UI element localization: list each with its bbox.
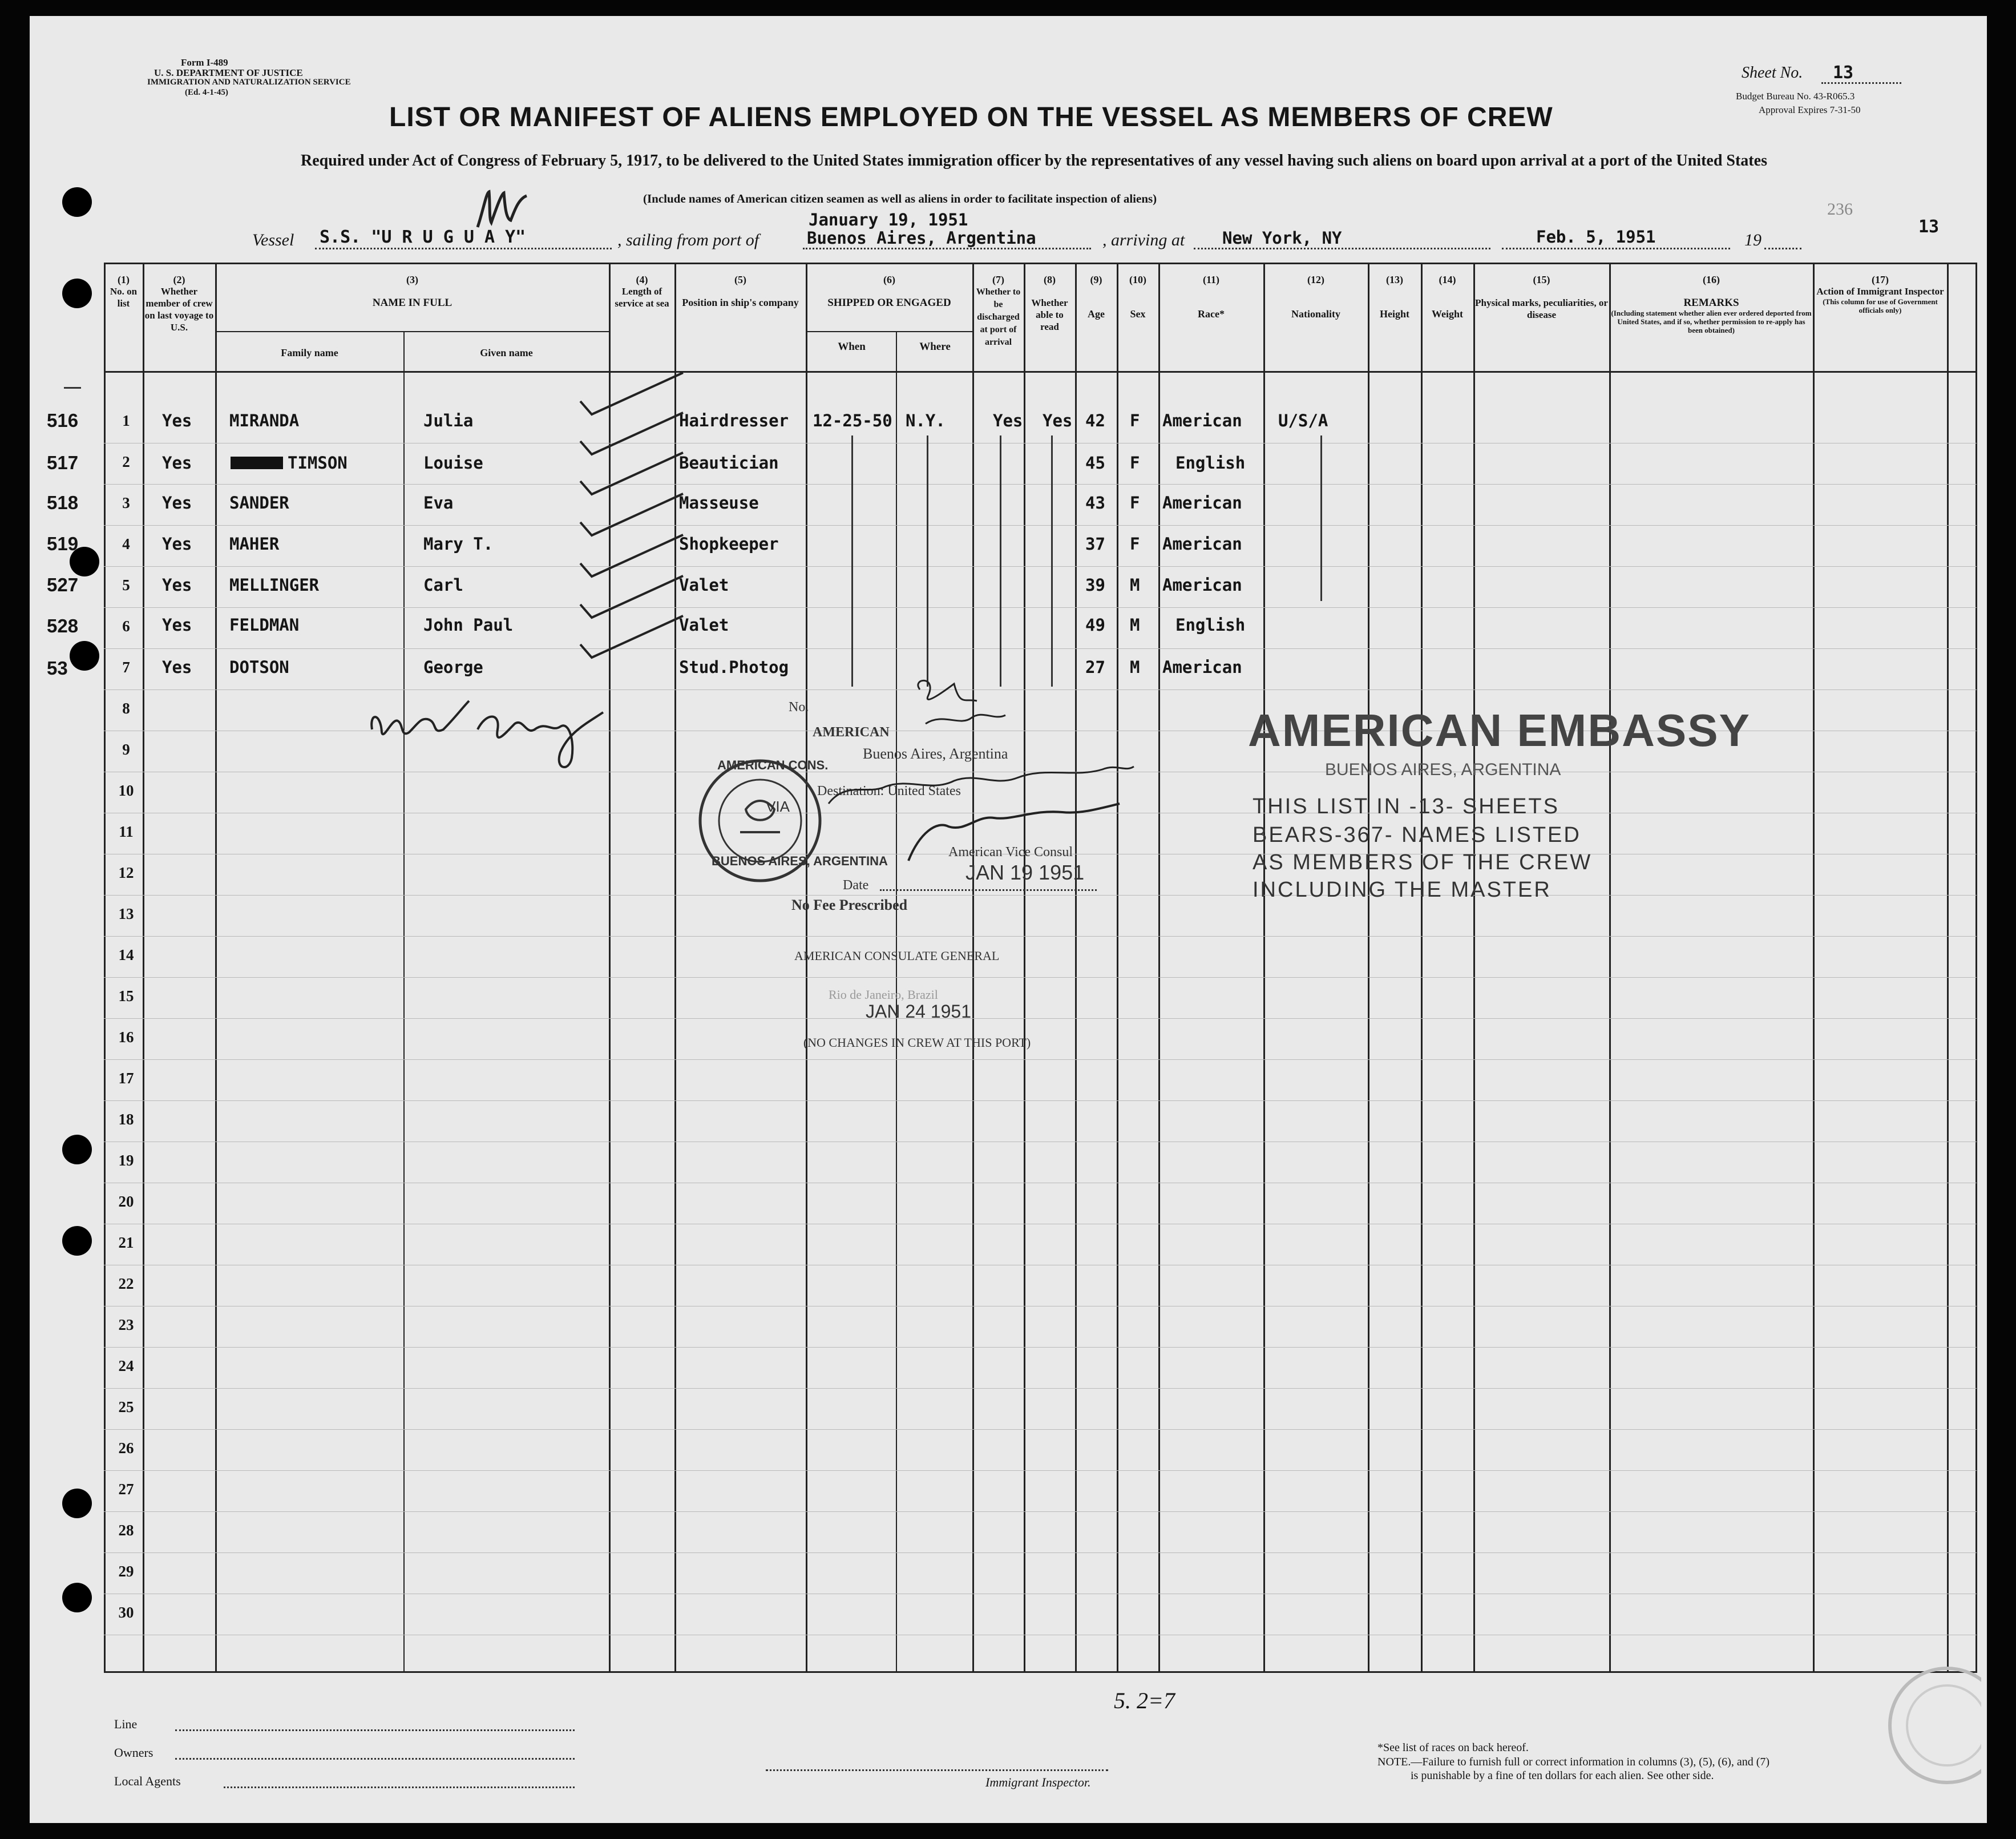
line-number: 21 [118,1234,134,1251]
sex: F [1130,453,1140,473]
position: Stud.Photog [679,658,789,677]
line-number: 2 [122,453,130,470]
margin-ref: 519 [47,533,79,554]
line-number: 5 [122,576,130,594]
previous-voyage: Yes [162,453,192,473]
punch-hole [62,187,92,217]
include-note: (Include names of American citizen seamen as well as aliens in order to facilitate inspection of aliens) [643,192,1157,205]
penalty-note: NOTE.—Failure to furnish full or correct information in columns (3), (5), (6), and (7) [1377,1756,1770,1768]
sex: F [1130,493,1140,513]
given-name: Louise [423,453,483,473]
margin-ref: 517 [47,452,79,473]
embassy-line-2: BEARS-367- NAMES LISTED [1253,823,1581,847]
line-number: 27 [118,1481,134,1498]
line-number: 7 [122,659,130,676]
col-able-to-read: (8) Whether able to read [1031,274,1068,332]
stamp-no: No. [789,700,809,715]
margin-ref: 527 [47,574,79,595]
family-name: MELLINGER [229,575,320,595]
sheet-label: Sheet No. [1742,64,1803,82]
consul-signature [806,672,1205,872]
line-number: 4 [122,535,130,552]
consulate-general-note: (NO CHANGES IN CREW AT THIS PORT) [803,1035,1031,1050]
stamp-vice-consul: American Vice Consul [948,845,1073,860]
line-number: 15 [118,987,134,1005]
age: 27 [1085,658,1105,677]
age: 37 [1085,534,1105,554]
arrival-date: Feb. 5, 1951 [1536,227,1656,247]
vessel-name: S.S. "U R U G U A Y" [320,227,526,247]
sex: F [1130,411,1140,430]
embassy-line-1: THIS LIST IN -13- SHEETS [1253,795,1560,818]
redaction-block [231,457,283,469]
col-nationality: (12) Nationality [1291,274,1340,320]
inspector-signature [363,678,626,781]
races-note: *See list of races on back hereof. [1377,1741,1529,1754]
previous-voyage: Yes [162,575,192,595]
line-number: 29 [118,1563,134,1580]
punch-hole [70,641,99,671]
line-number: 18 [118,1111,134,1128]
race: American [1162,658,1242,677]
col-shipped-engaged: (6) SHIPPED OR ENGAGED [827,274,951,309]
given-name: George [423,658,483,677]
col-weight: (14) Weight [1431,274,1463,320]
penalty-note-2: is punishable by a fine of ten dollars for each alien. See other side. [1411,1769,1714,1782]
col-race: (11) Race* [1198,274,1225,320]
family-name: MAHER [229,534,280,554]
consulate-general-city: Rio de Janeiro, Brazil [829,987,938,1002]
age: 39 [1085,575,1105,595]
line-number: 30 [118,1604,134,1621]
form-date: (Ed. 4-1-45) [185,88,228,97]
approval-expires: Approval Expires 7-31-50 [1759,104,1861,115]
line-number: 3 [122,494,130,511]
footer-agents-label: Local Agents [114,1774,181,1788]
handwritten-total: 5. 2=7 [1114,1688,1175,1713]
family-name: FELDMAN [229,615,300,635]
position: Valet [679,615,729,635]
sheet-number: 13 [1833,63,1854,83]
given-name: Carl [423,575,463,595]
given-name: Eva [423,493,454,513]
previous-voyage: Yes [162,658,192,677]
given-name: Mary T. [423,534,494,554]
sex: F [1130,534,1140,554]
race: American [1162,411,1242,430]
embassy-line-4: INCLUDING THE MASTER [1253,878,1552,902]
race: English [1175,615,1246,635]
check-mark-icon [575,613,689,664]
col-where: Where [919,341,951,353]
immigrant-inspector-label: Immigrant Inspector. [985,1775,1091,1789]
corner-sheet-number: 13 [1918,217,1940,237]
punch-hole [62,1226,92,1256]
line-number: 11 [119,823,134,840]
given-name: John Paul [423,615,514,635]
punch-hole [62,1489,92,1518]
faint-stamp [1873,1660,1981,1791]
page-title: LIST OR MANIFEST OF ALIENS EMPLOYED ON THE VESSEL AS MEMBERS OF CREW [389,102,1553,132]
col-previous-voyage: (2) Whether member of crew on last voyage to U.S. [144,274,214,333]
vessel-label: Vessel [252,231,294,249]
line-number: 16 [118,1029,134,1046]
line-number: 26 [118,1439,134,1457]
col-remarks: (16) REMARKS (Including statement whether alien ever ordered deported from United States, and if so, whether permission to re-apply has been obtained) [1611,274,1812,334]
line-number: 25 [118,1398,134,1415]
col-when: When [838,341,866,353]
line-number: 14 [118,946,134,963]
race: English [1175,453,1246,473]
seal-text-top: AMERICAN CONS. [717,758,829,772]
department: U. S. DEPARTMENT OF JUSTICE [154,67,303,78]
sailing-label: , sailing from port of [617,231,759,249]
stamp-date-1: JAN 19 1951 [965,861,1085,884]
position: Hairdresser [679,411,789,430]
col-sex: (10) Sex [1129,274,1146,320]
margin-ref: 528 [47,615,79,636]
age: 43 [1085,493,1105,513]
line-number: 9 [122,741,130,758]
sailing-date: January 19, 1951 [809,210,968,229]
punch-hole [62,279,92,308]
punch-hole [62,1583,92,1612]
embassy-title: AMERICAN EMBASSY [1248,705,1751,756]
race: American [1162,493,1242,513]
line-number: 6 [122,618,130,635]
handwritten-initials [472,187,535,233]
stamped-number: 236 [1827,200,1853,219]
line-number: 28 [118,1522,134,1539]
line-number: 10 [118,782,134,799]
col-age: (9) Age [1088,274,1105,320]
sex: M [1130,658,1140,677]
line-number: 22 [118,1275,134,1292]
position: Beautician [679,453,779,473]
col-height: (13) Height [1380,274,1409,320]
stamp-city: Buenos Aires, Argentina [863,745,1008,762]
col-family-name: Family name [281,347,338,358]
age: 45 [1085,453,1105,473]
family-name: SANDER [229,493,289,513]
punch-hole [62,1135,92,1164]
consulate-general: AMERICAN CONSULATE GENERAL [794,949,1000,963]
stamp-american: AMERICAN [813,725,890,740]
position: Valet [679,575,729,595]
position: Masseuse [679,493,759,513]
position: Shopkeeper [679,534,779,554]
shipped-where: N.Y. [906,411,946,430]
line-number: 23 [118,1316,134,1333]
col-name-in-full: (3) NAME IN FULL [372,274,453,309]
line-number: 1 [122,412,130,429]
stamp-date-label: Date [843,878,869,893]
line-number: 24 [118,1357,134,1374]
form-number: Form I-489 [181,57,228,68]
previous-voyage: Yes [162,411,192,430]
line-number: 19 [118,1152,134,1169]
nationality: U/S/A [1278,411,1328,430]
stamp-destination: Destination: United States [817,784,961,798]
family-name: DOTSON [229,658,289,677]
margin-ref: 518 [47,492,79,513]
previous-voyage: Yes [162,615,192,635]
race: American [1162,534,1242,554]
line-number: 12 [118,864,134,881]
family-name: TIMSON [288,453,348,473]
previous-voyage: Yes [162,493,192,513]
embassy-city: BUENOS AIRES, ARGENTINA [1325,760,1561,779]
stamp-no-fee: No Fee Prescribed [791,897,908,913]
margin-ref: 53 [47,658,68,679]
seal-text-via: VIA [766,798,790,815]
col-physical-marks: (15) Physical marks, peculiarities, or disease [1475,274,1608,320]
race: American [1162,575,1242,595]
line-number: 20 [118,1193,134,1210]
family-name: MIRANDA [229,411,300,430]
budget-bureau: Budget Bureau No. 43-R065.3 [1736,91,1855,102]
requirement-text: Required under Act of Congress of February 5, 1917, to be delivered to the United States immigration officer by the representatives of any vessel having such aliens on board upon arrival at a port of the United States [301,152,1767,170]
sex: M [1130,615,1140,635]
col-given-name: Given name [480,347,533,358]
discharged: Yes [993,411,1023,430]
line-number: 8 [122,700,130,717]
margin-ref: 516 [47,410,79,431]
manifest-page [30,16,1987,1823]
line-number: 13 [118,905,134,922]
col-number: (1) No. on list [110,274,138,309]
year-prefix: 19 [1744,231,1762,249]
service: IMMIGRATION AND NATURALIZATION SERVICE [147,78,351,87]
consulate-general-date: JAN 24 1951 [866,1001,972,1022]
seal-text-bottom: BUENOS AIRES, ARGENTINA [712,854,888,868]
given-name: Julia [423,411,474,430]
age: 42 [1085,411,1105,430]
col-discharged: (7) Whether to be discharged at port of arrival [976,274,1021,347]
col-length-of-service: (4) Length of service at sea [615,274,669,309]
embassy-line-3: AS MEMBERS OF THE CREW [1253,850,1593,874]
age: 49 [1085,615,1105,635]
sailing-port: Buenos Aires, Argentina [807,228,1036,248]
previous-voyage: Yes [162,534,192,554]
arriving-port: New York, NY [1222,228,1342,248]
able-to-read: Yes [1043,411,1073,430]
shipped-when: 12-25-50 [813,411,892,430]
line-number: 17 [118,1070,134,1087]
footer-line-label: Line [114,1717,138,1731]
footer-owners-label: Owners [114,1745,153,1760]
col-position: (5) Position in ship's company [682,274,799,308]
arriving-label: , arriving at [1102,231,1185,249]
sex: M [1130,575,1140,595]
col-immigrant-inspector: (17) Action of Immigrant Inspector (This column for use of Government officials only) [1816,274,1944,314]
